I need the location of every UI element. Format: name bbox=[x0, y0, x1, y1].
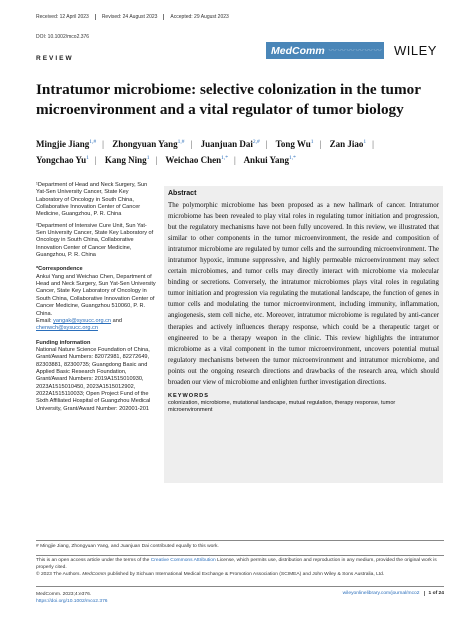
correspondence bbox=[36, 266, 156, 332]
license-link[interactable]: Creative Commons Attribution bbox=[150, 558, 216, 563]
correspondence-text: Ankui Yang and Weichao Chen, Department of Head and Neck Surgery, Sun Yat-Sen University Cancer, State Key Laboratory of Oncology in South China, Collaborative Innovation Center of Cancer Medicine, Guangzhou 510060, P. R. China. bbox=[36, 273, 156, 317]
author-list bbox=[36, 135, 441, 167]
abstract-heading: Abstract bbox=[168, 190, 197, 197]
article-title: Intratumor microbiome: selective colonization in the tumor microenvironment and a vital regulator of tumor biology bbox=[36, 81, 421, 118]
journal-url-link[interactable]: wileyonlinelibrary.com/journal/mco2 bbox=[342, 591, 420, 596]
keywords-list: colonization, microbiome, mutational landscape, mutual regulation, therapy response, tumor microenvironment bbox=[168, 399, 396, 414]
article-dates bbox=[36, 14, 235, 20]
accepted-date: Accepted: 29 August 2023 bbox=[163, 14, 234, 20]
abstract-text: The polymorphic microbiome has been proposed as a new hallmark of cancer. Intratumor microbiome has been revealed to play vital roles in regulating tumor initiation and progression, but the regulatory mechanisms have not been fully uncovered. In this review, we illustrated that similar to other components in the tumor microenvironment, the reside and composition of intratumor microbiome are regulated by tumor cells and the surrounding microenvironment. The intratumor hypoxic, immune suppressive, and highly permeable microenvironment may select certain microbiomes, and tumor cells may directly interact with microbiome via molecular binding or secretions. Conversely, the intratumor microbiomes plays vital roles in regulating tumor initiation and progression via regulating the mutational landscape, the function of genes in tumor cells and modulating the tumor microenvironment, including immunity, inflammation, angiogenesis, stem cell niche, etc. Moreover, intratumor microbiome is regulated by anti-cancer therapies and actively influences therapy response, which could be a therapeutic target or engineered to be a therapy weapon in the clinic. This review highlights the intratumor microbiome as a vital component in the tumor microenvironment, uncovers potential mutual regulatory mechanisms between the tumor microenvironment and intratumor microbiome, and points out the ongoing research directions and drawbacks of the research area, which should broaden our view of microbiome and enlighten further investigation directions. bbox=[168, 202, 439, 386]
affiliations bbox=[36, 182, 156, 259]
author[interactable]: Zan Jiao$^1$ | bbox=[329, 139, 374, 149]
footer-divider bbox=[36, 586, 444, 587]
author[interactable]: Tong Wu$^1$ | bbox=[275, 139, 322, 149]
author[interactable]: Weichao Chen$^{1,*}$ | bbox=[165, 155, 236, 165]
author[interactable]: Kang Ning$^1$ | bbox=[104, 155, 158, 165]
license-divider bbox=[36, 555, 444, 556]
journal-logo bbox=[266, 42, 384, 59]
keywords-heading: KEYWORDS bbox=[168, 392, 209, 399]
publisher-logo: WILEY bbox=[394, 43, 437, 58]
correspondence-heading: *Correspondence bbox=[36, 266, 83, 273]
funding-heading: Funding information bbox=[36, 339, 91, 346]
journal-logo-text: MedComm bbox=[271, 44, 325, 57]
equal-contribution-note: # Mingjie Jiang, Zhongyuan Yang, and Juanjuan Dai contributed equally to this work. bbox=[36, 544, 219, 549]
author[interactable]: Mingjie Jiang$^{1,\#}$ | bbox=[36, 139, 104, 149]
doi: DOI: 10.1002/mco2.376 bbox=[36, 34, 90, 40]
funding-information bbox=[36, 340, 156, 413]
copyright-note: © 2023 The Authors. MedComm published by Sichuan International Medical Exchange & Promotion Association (SCIMEA) and John Wiley & Sons Australia, Ltd. bbox=[36, 572, 385, 577]
email-link[interactable]: yangak@sysucc.org.cn bbox=[53, 317, 112, 324]
front-matter-sidebar bbox=[36, 182, 156, 420]
funding-text: National Nature Science Foundation of China, Grant/Award Numbers: 82072981, 82272649, 82303881, 82300735; Guangdong Basic and Applied Basic Research Foundation, Grant/Award Numbers: 2019A1515010930, 2023A1515010450, 2023A1515012902, 2022A1515110033; Open Project Fund of the Sixth Affiliated Hospital of Guangzhou Medical University, Grant/Award Number: 202001-201 bbox=[36, 346, 151, 412]
revised-date: Revised: 24 August 2023 bbox=[95, 14, 164, 20]
footnote-divider bbox=[36, 540, 444, 541]
license-note: This is an open access article under the terms of the Creative Commons Attribution License, which permits use, distribution and reproduction in any medium, provided the original work is properly cited. bbox=[36, 558, 437, 570]
page-number: 1 of 24 bbox=[424, 591, 445, 596]
correspondence-email: Email: yangak@sysucc.org.cn and chenwch@sysucc.org.cn bbox=[36, 317, 122, 332]
author[interactable]: Zhongyuan Yang$^{1,\#}$ | bbox=[112, 139, 193, 149]
email-link[interactable]: chenwch@sysucc.org.cn bbox=[36, 325, 98, 332]
section-label: REVIEW bbox=[36, 55, 74, 62]
author[interactable]: Juanjuan Dai$^{2,\#}$ | bbox=[200, 139, 268, 149]
doi-link[interactable]: https://doi.org/10.1002/mco2.376 bbox=[36, 599, 108, 604]
affiliation-1: ¹Department of Head and Neck Surgery, Sun Yat-Sen University Cancer, State Key Laboratory of Oncology in South China, Collaborative Innovation Center of Cancer Medicine, Guangzhou, P. R. China bbox=[36, 182, 148, 218]
abstract-box bbox=[164, 186, 443, 483]
author[interactable]: Yongchao Yu$^1$ | bbox=[36, 155, 97, 165]
journal-citation: MedComm. 2023;4:e376. bbox=[36, 592, 92, 597]
author[interactable]: Ankui Yang$^{1,*}$ bbox=[243, 155, 296, 165]
received-date: Received: 12 April 2023 bbox=[36, 14, 89, 20]
footer-right bbox=[343, 591, 444, 596]
affiliation-2: ²Department of Intensive Cure Unit, Sun Yat-Sen University Cancer, State Key Laboratory of Oncology in South China, Collaborative Innovation Center of Cancer Medicine, Guangzhou, P. R. China bbox=[36, 222, 154, 259]
logo-wave-decoration: 〰〰〰〰〰〰 bbox=[328, 46, 383, 55]
